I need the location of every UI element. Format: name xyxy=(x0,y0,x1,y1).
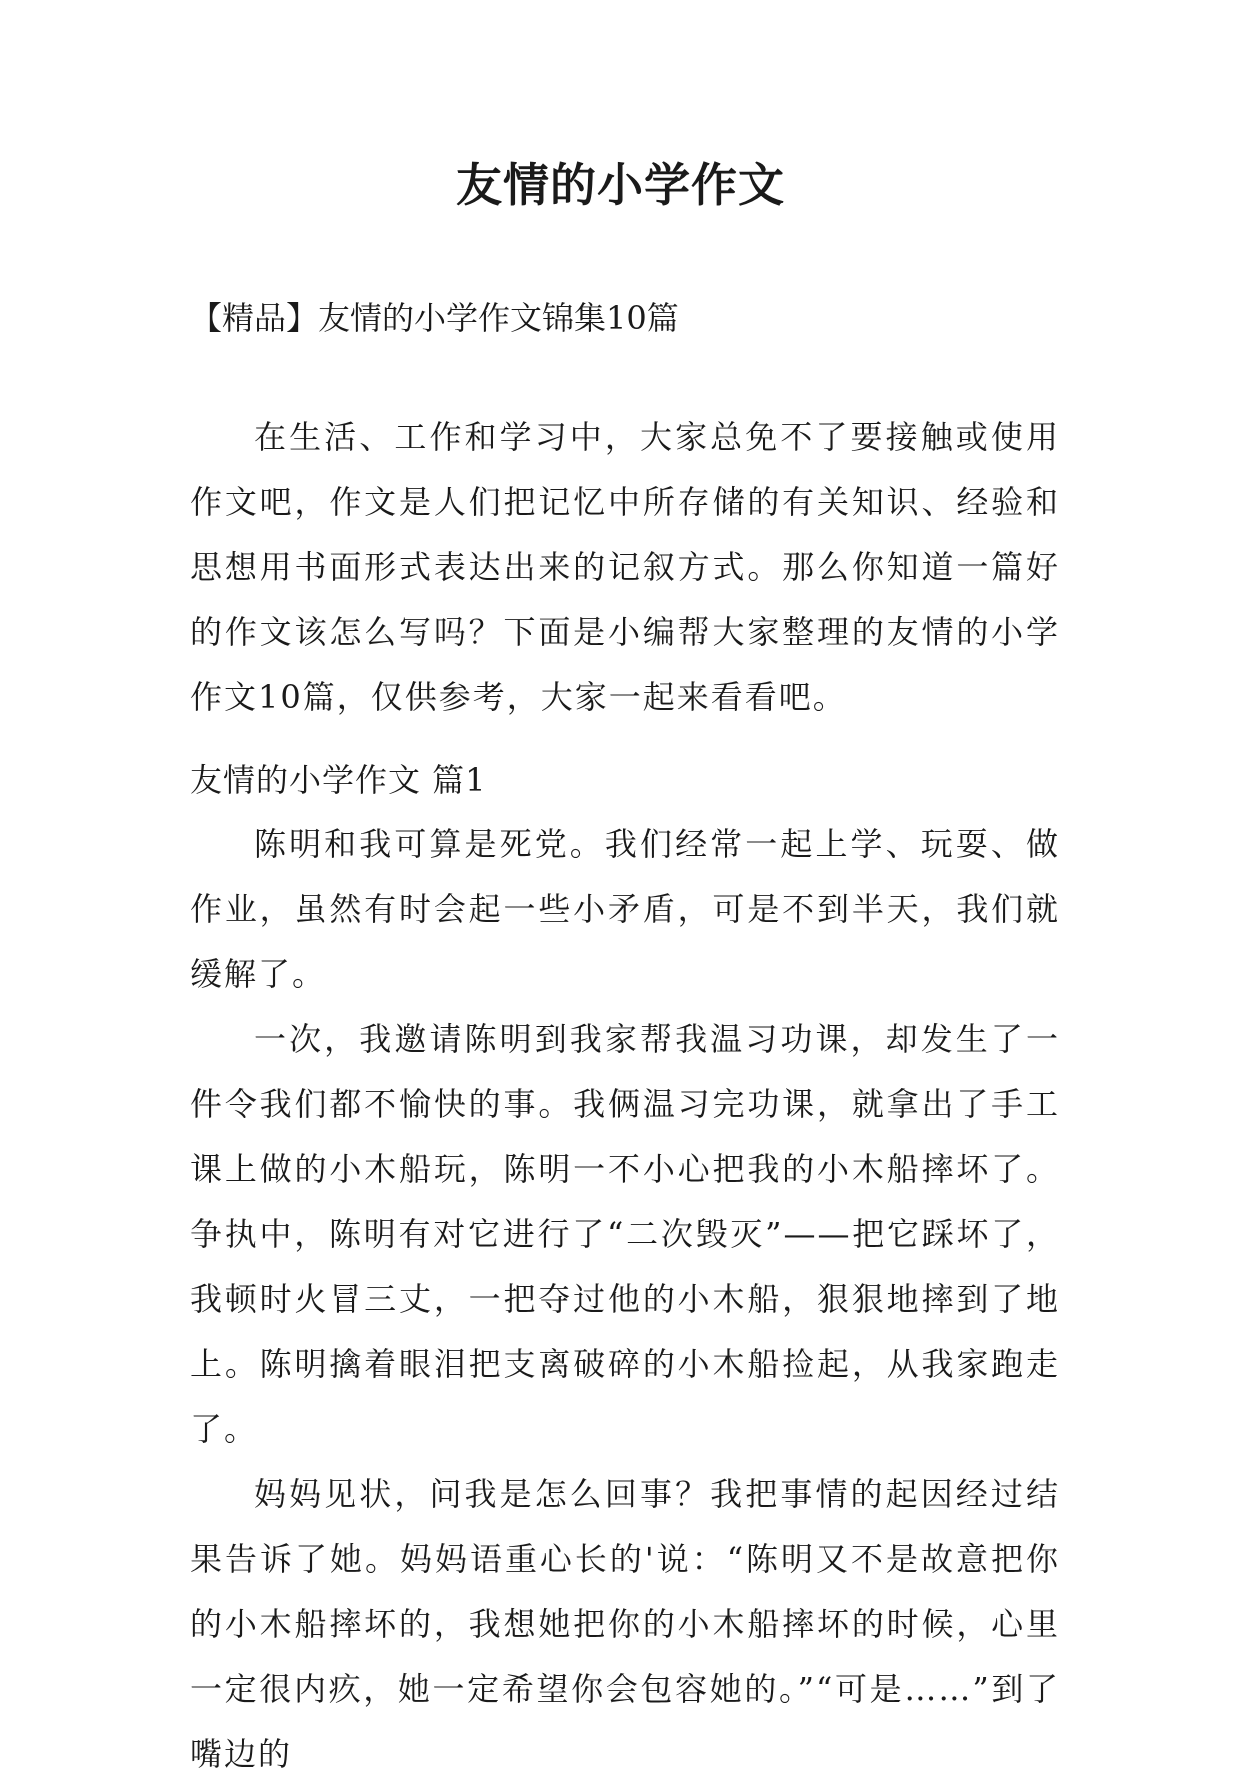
story-section xyxy=(190,812,1060,1787)
story-paragraph-3: 妈妈见状，问我是怎么回事？我把事情的起因经过结果告诉了她。妈妈语重心长的'说：“陈明又不是故意把你的小木船摔坏的，我想她把你的小木船摔坏的时候，心里一定很内疚，她一定希望你会包容她的。”“可是……”到了嘴边的 xyxy=(190,1475,1060,1773)
story-paragraph-1: 陈明和我可算是死党。我们经常一起上学、玩耍、做作业，虽然有时会起一些小矛盾，可是不到半天，我们就缓解了。 xyxy=(190,825,1060,993)
intro-section xyxy=(190,405,1060,730)
document-subtitle: 【精品】友情的小学作文锦集10篇 xyxy=(190,299,679,337)
document-title: 友情的小学作文 xyxy=(456,158,785,212)
intro-paragraph: 在生活、工作和学习中，大家总免不了要接触或使用作文吧，作文是人们把记忆中所存储的有关知识、经验和思想用书面形式表达出来的记叙方式。那么你知道一篇好的作文该怎么写吗？下面是小编帮大家整理的友情的小学作文10篇，仅供参考，大家一起来看看吧。 xyxy=(190,418,1060,716)
section-heading: 友情的小学作文 篇1 xyxy=(190,761,487,799)
story-paragraph-2: 一次，我邀请陈明到我家帮我温习功课，却发生了一件令我们都不愉快的事。我俩温习完功课，就拿出了手工课上做的小木船玩，陈明一不小心把我的小木船摔坏了。争执中，陈明有对它进行了“二次毁灭”——把它踩坏了，我顿时火冒三丈，一把夺过他的小木船，狠狠地摔到了地上。陈明擒着眼泪把支离破碎的小木船捡起，从我家跑走了。 xyxy=(190,1020,1060,1448)
